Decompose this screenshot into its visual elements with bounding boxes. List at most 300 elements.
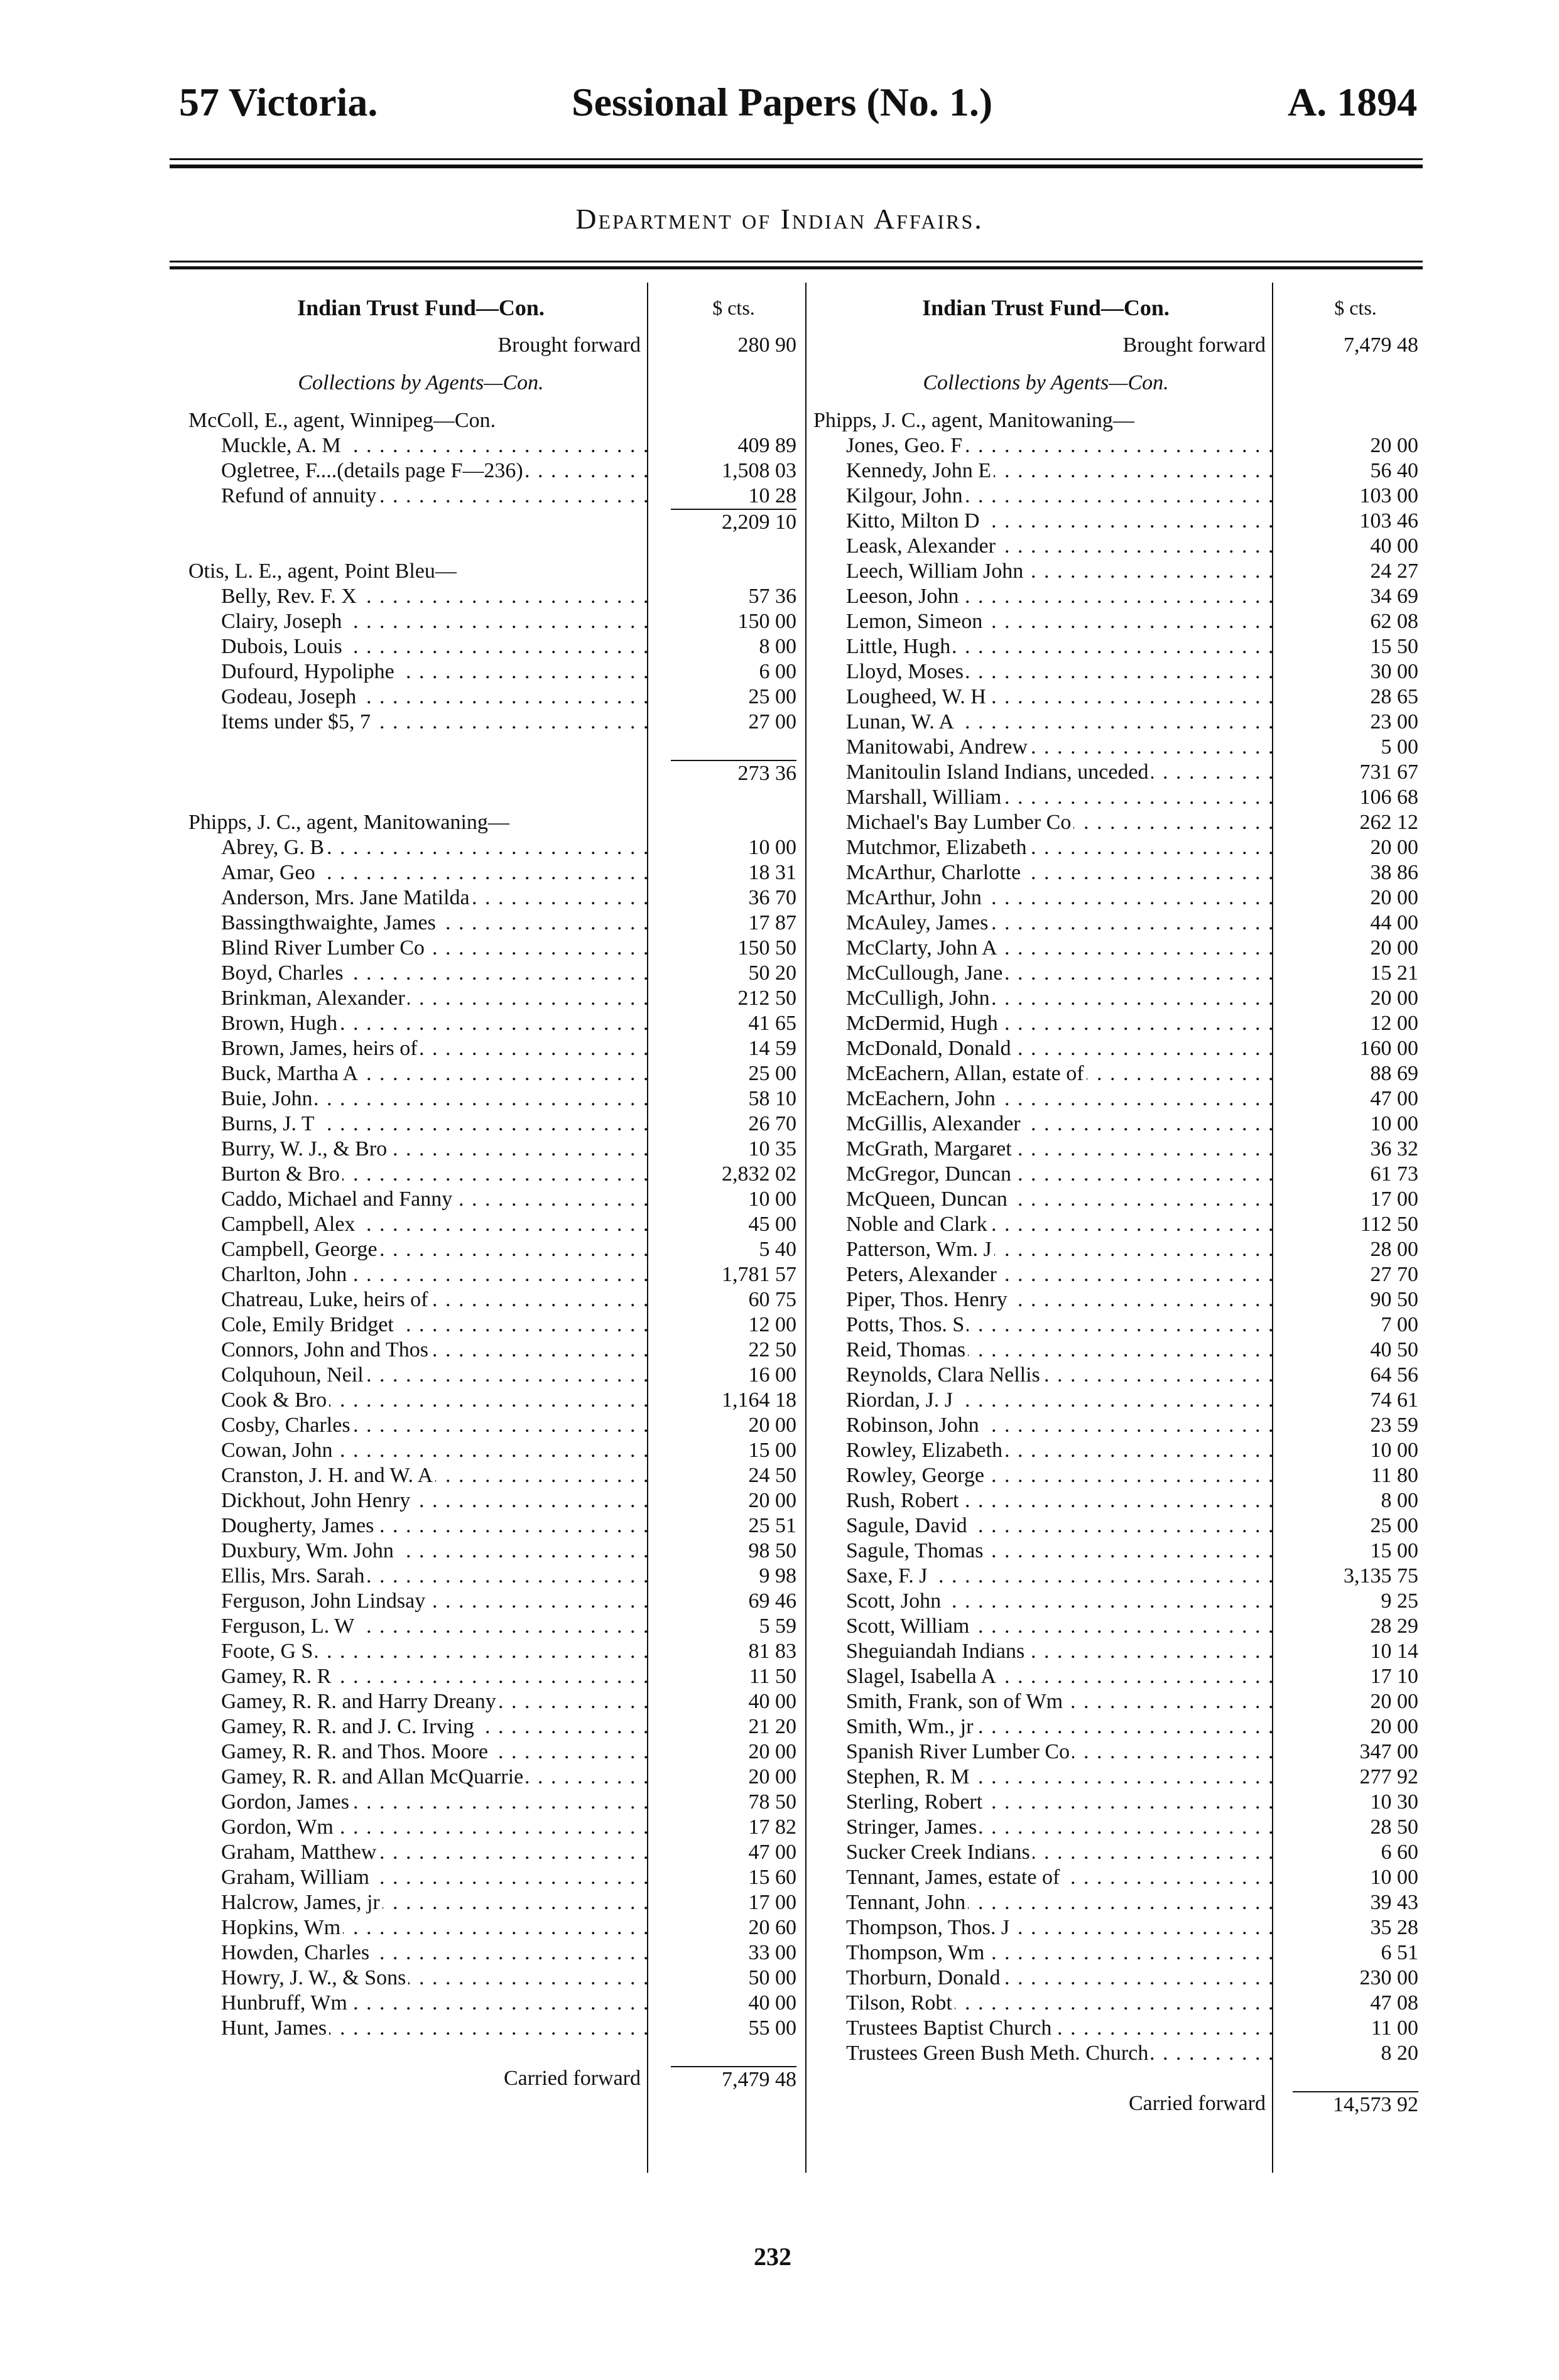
ledger-row-name-text: Jones, Geo. F xyxy=(846,434,965,457)
ledger-row-name-text: Sagule, Thomas xyxy=(846,1539,986,1562)
ledger-row-name xyxy=(846,1061,1279,1086)
ledger-row-name-text: Godeau, Joseph xyxy=(221,685,359,708)
ledger-row xyxy=(813,1915,1426,1940)
ledger-row xyxy=(188,433,804,458)
ledger-row-name xyxy=(221,1413,655,1438)
ledger-row xyxy=(188,1513,804,1539)
ledger-row-name xyxy=(221,1187,655,1212)
agent-heading: Phipps, J. C., agent, Manitowaning— xyxy=(813,409,1134,432)
ledger-row-name-text: Blind River Lumber Co xyxy=(221,936,427,960)
ledger-row-name xyxy=(846,986,1279,1011)
ledger-row xyxy=(188,835,804,860)
ledger-row-name xyxy=(221,1137,655,1162)
ledger-row-name xyxy=(846,835,1279,860)
ledger-row-amount: 25 00 xyxy=(671,684,796,710)
ledger-row-amount: 20 00 xyxy=(1293,1714,1418,1739)
ledger-row-name xyxy=(846,810,1279,835)
ledger-row xyxy=(813,1991,1426,2016)
ledger-row-name xyxy=(221,609,655,634)
ledger-row-name xyxy=(846,1463,1279,1488)
ledger-row-name-text: Burry, W. J., & Bro xyxy=(221,1137,389,1160)
ledger-row-amount: 40 00 xyxy=(671,1991,796,2016)
ledger-row-amount: 17 00 xyxy=(671,1890,796,1915)
ledger-row xyxy=(813,1689,1426,1714)
ledger-row xyxy=(188,1112,804,1137)
ledger-row-amount: 23 59 xyxy=(1293,1413,1418,1438)
ledger-row-amount: 90 50 xyxy=(1293,1287,1418,1312)
ledger-row-name xyxy=(221,1488,655,1513)
ledger-row xyxy=(813,1589,1426,1614)
ledger-row-name xyxy=(846,1011,1279,1036)
ledger-row-amount: 69 46 xyxy=(671,1589,796,1614)
ledger-row-amount: 8 00 xyxy=(671,634,796,659)
agent-heading-row xyxy=(813,408,1426,433)
ledger-row-name xyxy=(846,2041,1279,2066)
ledger-row-amount: 30 00 xyxy=(1293,659,1418,684)
ledger-row-name-text: Halcrow, James, jr xyxy=(221,1891,383,1914)
ledger-row-name-text: Foote, G S xyxy=(221,1640,315,1663)
ledger-row xyxy=(188,484,804,509)
department-rule xyxy=(170,261,1423,262)
ledger-row-name-text: McGregor, Duncan xyxy=(846,1162,1014,1186)
ledger-row-name-text: Graham, Matthew xyxy=(221,1841,379,1864)
ledger-row xyxy=(188,458,804,484)
ledger-row xyxy=(188,609,804,634)
ledger-row-name xyxy=(221,1664,655,1689)
ledger-row-name-text: Sucker Creek Indians xyxy=(846,1841,1033,1864)
ledger-row xyxy=(813,1639,1426,1664)
ledger-row-amount: 10 00 xyxy=(1293,1865,1418,1890)
ledger-row-name xyxy=(846,433,1279,458)
ledger-row-amount: 150 50 xyxy=(671,936,796,961)
ledger-row xyxy=(813,1338,1426,1363)
ledger-row xyxy=(813,1011,1426,1036)
ledger-row xyxy=(813,1539,1426,1564)
ledger-row xyxy=(188,1036,804,1061)
ledger-row-name-text: Howden, Charles xyxy=(221,1941,372,1964)
header-rule-thick xyxy=(170,165,1423,168)
ledger-row-name xyxy=(221,1011,655,1036)
ledger-row xyxy=(813,1714,1426,1739)
ledger-row-amount: 1,508 03 xyxy=(671,458,796,484)
ledger-row xyxy=(813,961,1426,986)
ledger-row xyxy=(813,1212,1426,1237)
ledger-row xyxy=(813,1815,1426,1840)
ledger-row-name-text: Patterson, Wm. J xyxy=(846,1238,994,1261)
ledger-row-name xyxy=(846,1338,1279,1363)
ledger-row-name xyxy=(846,1438,1279,1463)
right-subheading: Collections by Agents—Con. xyxy=(923,371,1169,394)
ledger-row-amount: 22 50 xyxy=(671,1338,796,1363)
ledger-row-amount: 7 00 xyxy=(1293,1312,1418,1338)
ledger-row-name xyxy=(221,1363,655,1388)
ledger-row-name-text: Trustees Green Bush Meth. Church xyxy=(846,2042,1151,2065)
ledger-row-name-text: Clairy, Joseph xyxy=(221,610,344,633)
ledger-row-name xyxy=(221,2016,655,2041)
ledger-row-name-text: Rowley, Elizabeth xyxy=(846,1439,1005,1462)
ledger-row-amount: 11 00 xyxy=(1293,2016,1418,2041)
ledger-row-amount: 58 10 xyxy=(671,1086,796,1112)
ledger-row-name xyxy=(846,760,1279,785)
ledger-row xyxy=(813,885,1426,911)
ledger-row-name-text: Little, Hugh xyxy=(846,635,953,658)
ledger-row xyxy=(813,1840,1426,1865)
ledger-row xyxy=(188,1664,804,1689)
ledger-row-amount: 106 68 xyxy=(1293,785,1418,810)
ledger-row-name xyxy=(846,584,1279,609)
right-subheading-row xyxy=(813,371,1426,396)
ledger-row xyxy=(188,1187,804,1212)
ledger-row-name xyxy=(846,1086,1279,1112)
ledger-row-amount: 103 00 xyxy=(1293,484,1418,509)
ledger-row-name-text: McEachern, John xyxy=(846,1087,998,1110)
ledger-row-name xyxy=(846,710,1279,735)
ledger-row-amount: 47 08 xyxy=(1293,1991,1418,2016)
ledger-row xyxy=(813,1262,1426,1287)
ledger-row-name-text: Gamey, R. R. and J. C. Irving xyxy=(221,1715,477,1738)
ledger-row-name-text: Potts, Thos. S xyxy=(846,1313,967,1336)
ledger-row xyxy=(188,961,804,986)
ledger-row-amount: 36 70 xyxy=(671,885,796,911)
ledger-row xyxy=(813,534,1426,559)
left-column xyxy=(188,295,804,2091)
ledger-row-name-text: Dubois, Louis xyxy=(221,635,345,658)
ledger-row xyxy=(188,860,804,885)
ledger-row xyxy=(188,1614,804,1639)
ledger-row xyxy=(813,1790,1426,1815)
ledger-row-amount: 40 00 xyxy=(671,1689,796,1714)
ledger-row-name-text: Abrey, G. B xyxy=(221,836,327,859)
agent-heading-row xyxy=(188,810,804,835)
ledger-row xyxy=(188,1086,804,1112)
ledger-row-name xyxy=(221,1539,655,1564)
ledger-row xyxy=(813,1312,1426,1338)
ledger-row-amount: 20 00 xyxy=(1293,1689,1418,1714)
ledger-row xyxy=(813,1865,1426,1890)
ledger-row xyxy=(188,1714,804,1739)
ledger-row-name-text: Smith, Frank, son of Wm xyxy=(846,1690,1065,1713)
ledger-row xyxy=(813,684,1426,710)
ledger-row-amount: 74 61 xyxy=(1293,1388,1418,1413)
ledger-row-name-text: Muckle, A. M xyxy=(221,434,344,457)
ledger-row-name-text: Gamey, R. R. and Thos. Moore xyxy=(221,1740,491,1763)
ledger-row xyxy=(813,1890,1426,1915)
ledger-row-amount: 262 12 xyxy=(1293,810,1418,835)
ledger-row-name xyxy=(846,1765,1279,1790)
agent-total: 273 36 xyxy=(671,760,796,786)
ledger-row-amount: 20 00 xyxy=(1293,936,1418,961)
ledger-row xyxy=(188,986,804,1011)
ledger-row xyxy=(813,1086,1426,1112)
ledger-row-amount: 36 32 xyxy=(1293,1137,1418,1162)
agent-heading: Otis, L. E., agent, Point Bleu— xyxy=(188,560,457,583)
ledger-row-name xyxy=(221,986,655,1011)
ledger-row-name xyxy=(221,1840,655,1865)
ledger-row-amount: 24 27 xyxy=(1293,559,1418,584)
ledger-row-name xyxy=(846,1287,1279,1312)
ledger-row-name xyxy=(221,1061,655,1086)
ledger-row-name xyxy=(846,735,1279,760)
ledger-row-name xyxy=(846,1413,1279,1438)
ledger-row-name-text: Robinson, John xyxy=(846,1414,982,1437)
ledger-row-name xyxy=(846,1137,1279,1162)
ledger-row-name xyxy=(846,1363,1279,1388)
ledger-row-name xyxy=(846,1614,1279,1639)
ledger-row-amount: 10 00 xyxy=(1293,1438,1418,1463)
ledger-row xyxy=(813,1940,1426,1966)
ledger-row xyxy=(813,1966,1426,1991)
ledger-row-amount: 15 00 xyxy=(671,1438,796,1463)
ledger-row xyxy=(188,1940,804,1966)
ledger-row xyxy=(188,1865,804,1890)
ledger-row-name-text: Cosby, Charles xyxy=(221,1414,353,1437)
ledger-row-name-text: Sterling, Robert xyxy=(846,1790,985,1814)
ledger-row-amount: 64 56 xyxy=(1293,1363,1418,1388)
ledger-row xyxy=(813,2041,1426,2066)
ledger-row-name-text: Rowley, George xyxy=(846,1464,987,1487)
ledger-row-name xyxy=(221,1991,655,2016)
ledger-row xyxy=(188,710,804,735)
ledger-row xyxy=(813,634,1426,659)
ledger-row-name xyxy=(846,1689,1279,1714)
ledger-row-name xyxy=(221,1036,655,1061)
ledger-row-amount: 15 21 xyxy=(1293,961,1418,986)
ledger-row-name xyxy=(846,1187,1279,1212)
page-header xyxy=(0,74,1559,131)
agent-total-row xyxy=(188,760,804,785)
ledger-row-name-text: Brown, Hugh xyxy=(221,1012,340,1035)
ledger-row xyxy=(188,1966,804,1991)
ledger-row-name xyxy=(221,1589,655,1614)
ledger-row xyxy=(188,634,804,659)
ledger-row-name-text: Lloyd, Moses xyxy=(846,660,966,683)
ledger-row-amount: 45 00 xyxy=(671,1212,796,1237)
ledger-row-name xyxy=(221,1312,655,1338)
ledger-row xyxy=(188,1363,804,1388)
ledger-row-amount: 16 00 xyxy=(671,1363,796,1388)
ledger-row-name-text: Cowan, John xyxy=(221,1439,335,1462)
ledger-row-name-text: Brinkman, Alexander xyxy=(221,987,408,1010)
ledger-row-amount: 21 20 xyxy=(671,1714,796,1739)
ledger-row xyxy=(188,684,804,710)
ledger-row-name xyxy=(846,634,1279,659)
ledger-row-name xyxy=(846,559,1279,584)
ledger-row-name xyxy=(221,634,655,659)
ledger-row-amount: 103 46 xyxy=(1293,509,1418,534)
ledger-row-name-text: Riordan, J. J xyxy=(846,1388,955,1412)
ledger-row xyxy=(188,1438,804,1463)
ledger-row xyxy=(813,1036,1426,1061)
department-rule-thick xyxy=(170,266,1423,269)
ledger-row-name-text: Bassingthwaighte, James xyxy=(221,911,438,934)
ledger-row xyxy=(188,1262,804,1287)
ledger-row-name xyxy=(221,1639,655,1664)
ledger-row xyxy=(188,1287,804,1312)
ledger-row-name xyxy=(221,1463,655,1488)
ledger-row xyxy=(813,710,1426,735)
ledger-row-name-text: Amar, Geo xyxy=(221,861,318,884)
ledger-row-name xyxy=(846,534,1279,559)
ledger-row-amount: 9 25 xyxy=(1293,1589,1418,1614)
ledger-row-name xyxy=(846,1865,1279,1890)
ledger-row-name xyxy=(221,1940,655,1966)
ledger-row xyxy=(813,559,1426,584)
ledger-row-amount: 731 67 xyxy=(1293,760,1418,785)
carried-forward-amount: 7,479 48 xyxy=(671,2066,796,2092)
ledger-row xyxy=(813,1513,1426,1539)
ledger-row-name xyxy=(221,885,655,911)
ledger-row-name xyxy=(221,1262,655,1287)
ledger-row-name-text: Leeson, John xyxy=(846,585,961,608)
left-carried-forward xyxy=(188,2066,804,2091)
left-brought-forward xyxy=(188,333,804,358)
ledger-row xyxy=(188,1061,804,1086)
ledger-row-name xyxy=(846,458,1279,484)
ledger-row xyxy=(813,1363,1426,1388)
ledger-row xyxy=(813,785,1426,810)
ledger-row xyxy=(813,1137,1426,1162)
ledger-row-amount: 1,781 57 xyxy=(671,1262,796,1287)
ledger-row-name-text: Michael's Bay Lumber Co xyxy=(846,811,1073,834)
ledger-row-name-text: McCullough, Jane xyxy=(846,961,1005,985)
ledger-row xyxy=(188,1840,804,1865)
ledger-row-name xyxy=(846,1488,1279,1513)
ledger-row xyxy=(188,1539,804,1564)
ledger-row-name xyxy=(846,1815,1279,1840)
ledger-row xyxy=(188,1589,804,1614)
left-subheading: Collections by Agents—Con. xyxy=(298,371,544,394)
ledger-row-amount: 17 10 xyxy=(1293,1664,1418,1689)
ledger-row-name-text: Charlton, John xyxy=(221,1263,349,1286)
ledger-row xyxy=(813,1187,1426,1212)
ledger-row-name xyxy=(221,1338,655,1363)
ledger-row xyxy=(813,1413,1426,1438)
ledger-row-name xyxy=(221,710,655,735)
ledger-row-amount: 41 65 xyxy=(671,1011,796,1036)
ledger-row-name xyxy=(846,1790,1279,1815)
department-title: Department of Indian Affairs. xyxy=(575,203,984,235)
ledger-row-amount: 61 73 xyxy=(1293,1162,1418,1187)
agent-heading: Phipps, J. C., agent, Manitowaning— xyxy=(188,811,509,834)
ledger-row-name xyxy=(846,1940,1279,1966)
ledger-row-name xyxy=(846,2016,1279,2041)
ledger-row-name xyxy=(221,860,655,885)
ledger-row xyxy=(813,986,1426,1011)
ledger-row-amount: 20 00 xyxy=(1293,885,1418,911)
ledger-row-amount: 20 60 xyxy=(671,1915,796,1940)
ledger-row-name-text: Campbell, Alex xyxy=(221,1213,357,1236)
ledger-row-name xyxy=(221,1865,655,1890)
ledger-row-name-text: Manitoulin Island Indians, unceded xyxy=(846,760,1151,784)
ledger-row-name-text: Smith, Wm., jr xyxy=(846,1715,975,1738)
ledger-row-name xyxy=(221,835,655,860)
ledger-row-name-text: Hopkins, Wm xyxy=(221,1916,343,1939)
ledger-row-name xyxy=(221,458,655,484)
agent-total-row xyxy=(188,509,804,534)
ledger-row-name xyxy=(846,1112,1279,1137)
right-carried-forward xyxy=(813,2091,1426,2116)
ledger-row xyxy=(188,1488,804,1513)
ledger-row-amount: 10 30 xyxy=(1293,1790,1418,1815)
ledger-row xyxy=(813,509,1426,534)
ledger-row-amount: 47 00 xyxy=(671,1840,796,1865)
ledger-row-name-text: Sagule, David xyxy=(846,1514,970,1537)
ledger-row-name-text: Howry, J. W., & Sons xyxy=(221,1966,408,1989)
brought-forward-label: Brought forward xyxy=(497,333,641,357)
ledger-row-name-text: Items under $5, 7 xyxy=(221,710,373,733)
ledger-row-name xyxy=(221,584,655,609)
ledger-row-name-text: Reynolds, Clara Nellis xyxy=(846,1363,1043,1387)
ledger-row-amount: 409 89 xyxy=(671,433,796,458)
ledger-row xyxy=(188,936,804,961)
ledger-row-name xyxy=(846,1664,1279,1689)
ledger-row xyxy=(813,760,1426,785)
ledger-row xyxy=(188,1137,804,1162)
ledger-row-name xyxy=(221,1966,655,1991)
ledger-row-amount: 160 00 xyxy=(1293,1036,1418,1061)
ledger-row-amount: 5 00 xyxy=(1293,735,1418,760)
ledger-row-amount: 40 00 xyxy=(1293,534,1418,559)
ledger-row-name-text: Tennant, John xyxy=(846,1891,968,1914)
ledger-row-amount: 44 00 xyxy=(1293,911,1418,936)
ledger-row xyxy=(188,1915,804,1940)
ledger-row-name-text: Thorburn, Donald xyxy=(846,1966,1003,1989)
ledger-row-name-text: Anderson, Mrs. Jane Matilda xyxy=(221,886,472,909)
ledger-row-name-text: McCulligh, John xyxy=(846,987,992,1010)
ledger-row-amount: 57 36 xyxy=(671,584,796,609)
ledger-row-amount: 60 75 xyxy=(671,1287,796,1312)
agent-total: 2,209 10 xyxy=(671,509,796,535)
ledger-row-name xyxy=(846,1840,1279,1865)
ledger-row-name-text: Caddo, Michael and Fanny xyxy=(221,1187,455,1211)
ledger-row-name-text: Burton & Bro xyxy=(221,1162,342,1186)
ledger-row-amount: 10 14 xyxy=(1293,1639,1418,1664)
ledger-row-amount: 40 50 xyxy=(1293,1338,1418,1363)
agent-heading-row xyxy=(188,559,804,584)
ledger-row-amount: 81 83 xyxy=(671,1639,796,1664)
brought-forward-amount: 280 90 xyxy=(671,333,796,358)
ledger-row-name-text: Marshall, William xyxy=(846,786,1004,809)
left-table-header xyxy=(188,295,804,320)
ledger-row xyxy=(188,1388,804,1413)
ledger-row-name-text: McArthur, Charlotte xyxy=(846,861,1023,884)
ledger-row-name-text: McGrath, Margaret xyxy=(846,1137,1014,1160)
ledger-row-name-text: Gamey, R. R. and Allan McQuarrie xyxy=(221,1765,526,1788)
ledger-row-name xyxy=(846,1388,1279,1413)
ledger-row-amount: 47 00 xyxy=(1293,1086,1418,1112)
ledger-row xyxy=(813,735,1426,760)
ledger-row-amount: 28 29 xyxy=(1293,1614,1418,1639)
ledger-row xyxy=(188,911,804,936)
ledger-row xyxy=(813,1765,1426,1790)
ledger-row xyxy=(813,584,1426,609)
ledger-row-name xyxy=(221,1714,655,1739)
ledger-row-name xyxy=(221,1815,655,1840)
ledger-row-name-text: Hunt, James xyxy=(221,2016,329,2040)
ledger-row-name xyxy=(221,1915,655,1940)
agent-heading-row xyxy=(188,408,804,433)
ledger-row-name-text: Dickhout, John Henry xyxy=(221,1489,413,1512)
ledger-row xyxy=(188,1790,804,1815)
ledger-row-name xyxy=(846,609,1279,634)
ledger-row-name xyxy=(221,1564,655,1589)
ledger-row-amount: 12 00 xyxy=(671,1312,796,1338)
ledger-row-amount: 15 00 xyxy=(1293,1539,1418,1564)
ledger-row-amount: 212 50 xyxy=(671,986,796,1011)
ledger-row-amount: 17 00 xyxy=(1293,1187,1418,1212)
ledger-row-name xyxy=(221,1086,655,1112)
ledger-row-amount: 20 00 xyxy=(671,1765,796,1790)
